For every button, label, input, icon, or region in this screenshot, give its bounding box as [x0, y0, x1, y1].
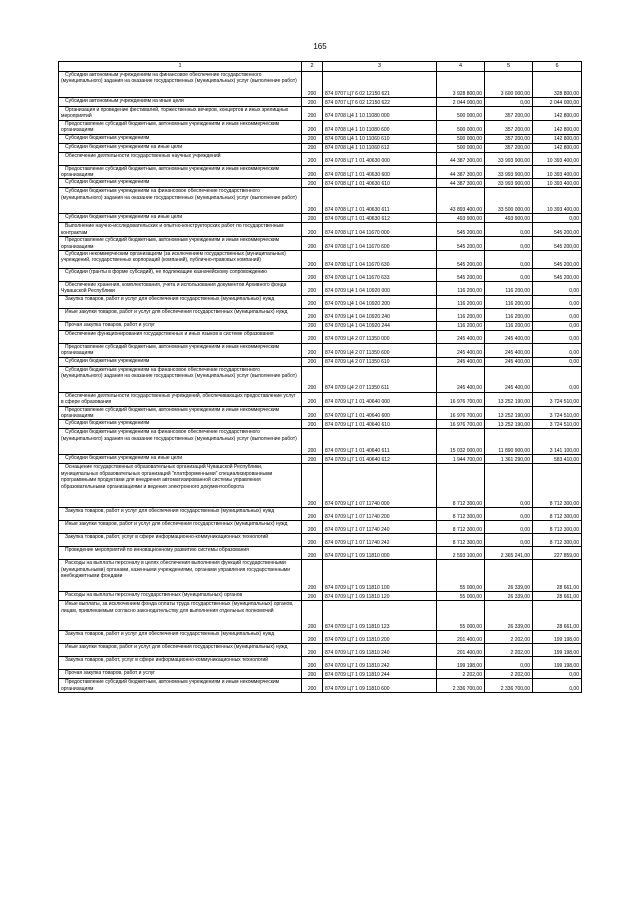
table-row	[59, 308, 582, 321]
ministry-code: 200	[302, 547, 323, 560]
table-row	[59, 165, 582, 179]
ministry-code: 200	[302, 679, 323, 693]
executed-amount: 26 339,00	[485, 592, 533, 601]
remaining-amount: 2 044 000,00	[533, 98, 582, 107]
remaining-amount: 0,00	[533, 330, 582, 343]
remaining-amount: 28 661,00	[533, 592, 582, 601]
budget-table	[58, 61, 582, 693]
remaining-amount: 0,00	[533, 343, 582, 357]
ministry-code: 200	[302, 670, 323, 679]
table-row	[59, 188, 582, 214]
remaining-amount: 3 724 510,00	[533, 392, 582, 406]
planned-amount: 8 712 300,00	[437, 508, 485, 521]
planned-amount: 116 200,00	[437, 308, 485, 321]
table-row	[59, 295, 582, 308]
table-row	[59, 366, 582, 392]
ministry-code: 200	[302, 560, 323, 592]
remaining-amount: 142 800,00	[533, 107, 582, 121]
table-row	[59, 357, 582, 366]
budget-classification-code: 874 0709 Ц7 1 01 40640 612	[323, 455, 437, 464]
remaining-amount: 8 712 300,00	[533, 464, 582, 508]
budget-classification-code: 874 0708 Ц7 1 01 40630 611	[323, 188, 437, 214]
executed-amount: 26 339,00	[485, 601, 533, 631]
planned-amount: 201 400,00	[437, 631, 485, 644]
executed-amount: 0,00	[485, 98, 533, 107]
table-row	[59, 98, 582, 107]
remaining-amount: 10 393 400,00	[533, 188, 582, 214]
remaining-amount: 199 198,00	[533, 631, 582, 644]
budget-classification-code: 874 0708 Ц7 1 04 11670 633	[323, 269, 437, 282]
remaining-amount: 142 800,00	[533, 134, 582, 143]
item-name: Предоставление субсидий бюджетным, автономным учреждениям и иным некоммерческим организациям	[59, 406, 302, 420]
remaining-amount: 0,00	[533, 295, 582, 308]
remaining-amount: 10 393 400,00	[533, 152, 582, 165]
ministry-code: 200	[302, 269, 323, 282]
budget-classification-code: 874 0708 Ц7 1 01 40630 000	[323, 152, 437, 165]
item-name: Субсидии бюджетным учреждениям на финансовое обеспечение государственного (муниципального) задания на оказание государственных (муниципальных) услуг (выполнение работ)	[59, 188, 302, 214]
item-name: Прочая закупка товаров, работ и услуг	[59, 321, 302, 330]
column-header-3: 3	[323, 62, 437, 72]
item-name: Прочая закупка товаров, работ и услуг	[59, 670, 302, 679]
item-name: Обеспечение хранения, комплектования, учета и использования документов Архивного фонда Чувашской Республики	[59, 282, 302, 296]
ministry-code: 200	[302, 251, 323, 269]
planned-amount: 500 000,00	[437, 143, 485, 152]
remaining-amount: 28 661,00	[533, 601, 582, 631]
table-row	[59, 534, 582, 547]
executed-amount: 0,00	[485, 223, 533, 237]
table-row	[59, 560, 582, 592]
ministry-code: 200	[302, 357, 323, 366]
ministry-code: 200	[302, 223, 323, 237]
remaining-amount: 545 200,00	[533, 251, 582, 269]
executed-amount: 2 336 700,00	[485, 679, 533, 693]
ministry-code: 200	[302, 179, 323, 188]
planned-amount: 545 200,00	[437, 251, 485, 269]
table-header-row	[59, 62, 582, 72]
ministry-code: 200	[302, 657, 323, 670]
planned-amount: 245 400,00	[437, 366, 485, 392]
budget-classification-code: 874 0709 Ц7 1 09 11810 600	[323, 679, 437, 693]
planned-amount: 245 400,00	[437, 330, 485, 343]
item-name: Субсидии бюджетным учреждениям	[59, 420, 302, 429]
item-name: Предоставление субсидий бюджетным, автономным учреждениям и иным некоммерческим организациям	[59, 343, 302, 357]
budget-classification-code: 874 0709 Ц7 1 01 40640 000	[323, 392, 437, 406]
executed-amount: 0,00	[485, 269, 533, 282]
planned-amount: 8 712 300,00	[437, 521, 485, 534]
budget-classification-code: 874 0709 Ц7 1 01 40640 611	[323, 429, 437, 455]
executed-amount: 0,00	[485, 237, 533, 251]
remaining-amount: 10 393 400,00	[533, 165, 582, 179]
executed-amount: 13 252 190,00	[485, 406, 533, 420]
item-name: Закупка товаров, работ и услуг для обеспечения государственных (муниципальных) нужд	[59, 508, 302, 521]
planned-amount: 16 976 700,00	[437, 392, 485, 406]
budget-classification-code: 874 0709 Ц4 2 07 11350 000	[323, 330, 437, 343]
table-row	[59, 547, 582, 560]
table-row	[59, 330, 582, 343]
item-name: Иные закупки товаров, работ и услуг для обеспечения государственных (муниципальных) нужд	[59, 521, 302, 534]
executed-amount: 13 252 190,00	[485, 420, 533, 429]
table-row	[59, 120, 582, 134]
budget-classification-code: 874 0708 Ц4 1 10 11080 600	[323, 120, 437, 134]
item-name: Закупка товаров, работ, услуг в сфере информационно-коммуникационных технологий	[59, 534, 302, 547]
budget-classification-code: 874 0708 Ц7 1 01 40630 610	[323, 179, 437, 188]
column-header-6: 6	[533, 62, 582, 72]
table-row	[59, 455, 582, 464]
remaining-amount: 0,00	[533, 670, 582, 679]
planned-amount: 8 712 300,00	[437, 464, 485, 508]
item-name: Субсидии бюджетным учреждениям	[59, 357, 302, 366]
remaining-amount: 8 712 300,00	[533, 521, 582, 534]
item-name: Субсидии бюджетным учреждениям	[59, 179, 302, 188]
budget-classification-code: 874 0707 Ц7 6 02 12150 621	[323, 72, 437, 98]
table-row	[59, 644, 582, 657]
remaining-amount: 3 724 510,00	[533, 420, 582, 429]
executed-amount: 2 202,00	[485, 644, 533, 657]
table-row	[59, 179, 582, 188]
ministry-code: 200	[302, 330, 323, 343]
budget-classification-code: 874 0708 Ц4 1 10 11080 000	[323, 107, 437, 121]
remaining-amount: 0,00	[533, 679, 582, 693]
planned-amount: 16 976 700,00	[437, 406, 485, 420]
budget-classification-code: 874 0709 Ц4 2 07 11350 610	[323, 357, 437, 366]
budget-classification-code: 874 0708 Ц7 1 01 40630 600	[323, 165, 437, 179]
remaining-amount: 199 198,00	[533, 644, 582, 657]
executed-amount: 3 600 000,00	[485, 72, 533, 98]
item-name: Обеспечение деятельности государственных научных учреждений	[59, 152, 302, 165]
budget-classification-code: 874 0708 Ц7 1 04 11670 600	[323, 237, 437, 251]
executed-amount: 357 200,00	[485, 107, 533, 121]
item-name: Субсидии автономным учреждениям на иные цели	[59, 98, 302, 107]
executed-amount: 33 500 000,00	[485, 188, 533, 214]
ministry-code: 200	[302, 321, 323, 330]
executed-amount: 2 202,00	[485, 631, 533, 644]
remaining-amount: 10 393 400,00	[533, 179, 582, 188]
ministry-code: 200	[302, 143, 323, 152]
planned-amount: 2 336 700,00	[437, 679, 485, 693]
item-name: Субсидии бюджетным учреждениям на иные цели	[59, 455, 302, 464]
budget-classification-code: 874 0709 Ц7 1 09 11810 200	[323, 631, 437, 644]
remaining-amount: 3 724 510,00	[533, 406, 582, 420]
executed-amount: 33 993 900,00	[485, 152, 533, 165]
ministry-code: 200	[302, 98, 323, 107]
column-header-5: 5	[485, 62, 533, 72]
table-row	[59, 223, 582, 237]
table-row	[59, 420, 582, 429]
budget-classification-code: 874 0709 Ц7 1 07 11740 242	[323, 534, 437, 547]
table-row	[59, 152, 582, 165]
item-name: Предоставление субсидий бюджетным, автономным учреждениям и иным некоммерческим организациям	[59, 237, 302, 251]
ministry-code: 200	[302, 107, 323, 121]
executed-amount: 0,00	[485, 657, 533, 670]
budget-classification-code: 874 0709 Ц4 2 07 11350 600	[323, 343, 437, 357]
budget-classification-code: 874 0709 Ц7 1 09 11810 123	[323, 601, 437, 631]
ministry-code: 200	[302, 308, 323, 321]
item-name: Обеспечение функционирования государственных и иных языков в системе образования	[59, 330, 302, 343]
ministry-code: 200	[302, 343, 323, 357]
budget-classification-code: 874 0709 Ц4 1 04 10920 240	[323, 308, 437, 321]
table-row	[59, 521, 582, 534]
executed-amount: 13 252 190,00	[485, 392, 533, 406]
planned-amount: 1 944 700,00	[437, 455, 485, 464]
planned-amount: 493 900,00	[437, 214, 485, 223]
executed-amount: 33 993 900,00	[485, 165, 533, 179]
budget-classification-code: 874 0709 Ц7 1 01 40640 610	[323, 420, 437, 429]
ministry-code: 200	[302, 72, 323, 98]
budget-classification-code: 874 0708 Ц7 1 04 11670 000	[323, 223, 437, 237]
remaining-amount: 545 200,00	[533, 223, 582, 237]
remaining-amount: 142 800,00	[533, 143, 582, 152]
remaining-amount: 8 712 300,00	[533, 508, 582, 521]
item-name: Проведение мероприятий по инновационному развитию системы образования	[59, 547, 302, 560]
planned-amount: 116 200,00	[437, 321, 485, 330]
table-row	[59, 72, 582, 98]
ministry-code: 200	[302, 188, 323, 214]
remaining-amount: 0,00	[533, 308, 582, 321]
table-row	[59, 251, 582, 269]
item-name: Закупка товаров, работ, услуг в сфере информационно-коммуникационных технологий	[59, 657, 302, 670]
table-row	[59, 392, 582, 406]
remaining-amount: 0,00	[533, 366, 582, 392]
executed-amount: 245 400,00	[485, 330, 533, 343]
item-name: Предоставление субсидий бюджетным, автономным учреждениям и иным некоммерческим организациям	[59, 679, 302, 693]
executed-amount: 26 339,00	[485, 560, 533, 592]
item-name: Предоставление субсидий бюджетным, автономным учреждениям и иным некоммерческим организациям	[59, 120, 302, 134]
item-name: Субсидии автономным учреждениям на финансовое обеспечение государственного (муниципального) задания на оказание государственных (муниципальных) услуг (выполнение работ)	[59, 72, 302, 98]
item-name: Обеспечение деятельности государственных учреждений, обеспечивающих предоставление услуг в сфере образования	[59, 392, 302, 406]
executed-amount: 245 400,00	[485, 366, 533, 392]
budget-classification-code: 874 0709 Ц7 1 09 11810 000	[323, 547, 437, 560]
planned-amount: 55 000,00	[437, 560, 485, 592]
remaining-amount: 545 200,00	[533, 269, 582, 282]
planned-amount: 55 000,00	[437, 592, 485, 601]
budget-classification-code: 874 0709 Ц4 2 07 11350 611	[323, 366, 437, 392]
budget-classification-code: 874 0709 Ц7 1 09 11810 100	[323, 560, 437, 592]
ministry-code: 200	[302, 601, 323, 631]
ministry-code: 200	[302, 521, 323, 534]
executed-amount: 0,00	[485, 521, 533, 534]
table-row	[59, 464, 582, 508]
budget-classification-code: 874 0709 Ц7 1 09 11810 120	[323, 592, 437, 601]
planned-amount: 44 387 300,00	[437, 179, 485, 188]
ministry-code: 200	[302, 165, 323, 179]
budget-classification-code: 874 0708 Ц7 1 01 40630 612	[323, 214, 437, 223]
planned-amount: 2 202,00	[437, 670, 485, 679]
budget-classification-code: 874 0709 Ц7 1 07 11740 200	[323, 508, 437, 521]
planned-amount: 500 000,00	[437, 107, 485, 121]
remaining-amount: 0,00	[533, 357, 582, 366]
planned-amount: 3 928 800,00	[437, 72, 485, 98]
ministry-code: 200	[302, 366, 323, 392]
remaining-amount: 142 800,00	[533, 120, 582, 134]
planned-amount: 116 200,00	[437, 295, 485, 308]
ministry-code: 200	[302, 592, 323, 601]
table-row	[59, 592, 582, 601]
budget-classification-code: 874 0709 Ц7 1 09 11810 244	[323, 670, 437, 679]
ministry-code: 200	[302, 455, 323, 464]
executed-amount: 116 200,00	[485, 282, 533, 296]
budget-classification-code: 874 0708 Ц7 1 04 11670 630	[323, 251, 437, 269]
ministry-code: 200	[302, 464, 323, 508]
column-header-1: 1	[59, 62, 302, 72]
table-row	[59, 631, 582, 644]
executed-amount: 0,00	[485, 534, 533, 547]
remaining-amount: 583 410,00	[533, 455, 582, 464]
item-name: Закупка товаров, работ и услуг для обеспечения государственных (муниципальных) нужд	[59, 295, 302, 308]
item-name: Субсидии некоммерческим организациям (за исключением государственных (муниципальных) учреждений, государственных корпораций (компаний), публично-правовых компаний)	[59, 251, 302, 269]
table-row	[59, 429, 582, 455]
budget-classification-code: 874 0707 Ц7 6 02 12150 622	[323, 98, 437, 107]
budget-classification-code: 874 0709 Ц7 1 09 11810 242	[323, 657, 437, 670]
ministry-code: 200	[302, 237, 323, 251]
item-name: Субсидии бюджетным учреждениям на финансовое обеспечение государственного (муниципального) задания на оказание государственных (муниципальных) услуг (выполнение работ)	[59, 429, 302, 455]
remaining-amount: 28 661,00	[533, 560, 582, 592]
planned-amount: 15 032 000,00	[437, 429, 485, 455]
planned-amount: 500 000,00	[437, 120, 485, 134]
item-name: Субсидии бюджетным учреждениям на иные цели	[59, 143, 302, 152]
ministry-code: 200	[302, 152, 323, 165]
remaining-amount: 545 200,00	[533, 237, 582, 251]
planned-amount: 545 200,00	[437, 223, 485, 237]
table-row	[59, 143, 582, 152]
item-name: Субсидии бюджетным учреждениям на финансовое обеспечение государственного (муниципального) задания на оказание государственных (муниципальных) услуг (выполнение работ)	[59, 366, 302, 392]
planned-amount: 44 387 300,00	[437, 152, 485, 165]
item-name: Иные закупки товаров, работ и услуг для обеспечения государственных (муниципальных) нужд	[59, 308, 302, 321]
item-name: Расходы на выплаты персоналу государственных (муниципальных) органов	[59, 592, 302, 601]
planned-amount: 116 200,00	[437, 282, 485, 296]
remaining-amount: 0,00	[533, 321, 582, 330]
table-row	[59, 679, 582, 693]
item-name: Иные выплаты, за исключением фонда оплаты труда государственных (муниципальных) органов, лицам, привлекаемым согласно законодательству для выполнения отдельных полномочий	[59, 601, 302, 631]
table-row	[59, 107, 582, 121]
table-row	[59, 657, 582, 670]
item-name: Оснащение государственных образовательных организаций Чувашской Республики, муниципальных образовательных организаций "платформенными" специализированными программными продуктами для внедрения автоматизированной системы управления образовательными организациями и ведения электронного документооборота	[59, 464, 302, 508]
executed-amount: 245 400,00	[485, 343, 533, 357]
executed-amount: 2 365 241,00	[485, 547, 533, 560]
planned-amount: 2 593 100,00	[437, 547, 485, 560]
executed-amount: 1 361 290,00	[485, 455, 533, 464]
ministry-code: 200	[302, 508, 323, 521]
planned-amount: 55 000,00	[437, 601, 485, 631]
table-row	[59, 406, 582, 420]
table-row	[59, 601, 582, 631]
remaining-amount: 199 198,00	[533, 657, 582, 670]
planned-amount: 2 044 000,00	[437, 98, 485, 107]
planned-amount: 201 400,00	[437, 644, 485, 657]
budget-classification-code: 874 0709 Ц7 1 09 11810 240	[323, 644, 437, 657]
table-row	[59, 237, 582, 251]
ministry-code: 200	[302, 120, 323, 134]
budget-classification-code: 874 0709 Ц7 1 07 11740 000	[323, 464, 437, 508]
executed-amount: 493 900,00	[485, 214, 533, 223]
table-row	[59, 214, 582, 223]
executed-amount: 245 400,00	[485, 357, 533, 366]
planned-amount: 545 200,00	[437, 269, 485, 282]
executed-amount: 0,00	[485, 464, 533, 508]
budget-classification-code: 874 0709 Ц7 1 07 11740 240	[323, 521, 437, 534]
planned-amount: 16 976 700,00	[437, 420, 485, 429]
page-number: 165	[313, 42, 327, 51]
budget-classification-code: 874 0709 Ц4 1 04 10920 200	[323, 295, 437, 308]
planned-amount: 245 400,00	[437, 343, 485, 357]
item-name: Субсидии бюджетным учреждениям	[59, 134, 302, 143]
remaining-amount: 0,00	[533, 214, 582, 223]
column-header-4: 4	[437, 62, 485, 72]
executed-amount: 357 200,00	[485, 143, 533, 152]
item-name: Расходы на выплаты персоналу в целях обеспечения выполнения функций государственными (муниципальными) органами, казенными учреждениями, органами управления государственными внебюджетными фондами	[59, 560, 302, 592]
ministry-code: 200	[302, 644, 323, 657]
table-row	[59, 343, 582, 357]
table-row	[59, 134, 582, 143]
budget-classification-code: 874 0708 Ц4 1 10 11060 610	[323, 134, 437, 143]
item-name: Выполнение научно-исследовательских и опытно-конструкторских работ по государственным контрактам	[59, 223, 302, 237]
executed-amount: 11 890 900,00	[485, 429, 533, 455]
ministry-code: 200	[302, 429, 323, 455]
item-name: Предоставление субсидий бюджетным, автономным учреждениям и иным некоммерческим организациям	[59, 165, 302, 179]
remaining-amount: 3 141 100,00	[533, 429, 582, 455]
budget-classification-code: 874 0709 Ц4 1 04 10920 000	[323, 282, 437, 296]
ministry-code: 200	[302, 631, 323, 644]
ministry-code: 200	[302, 420, 323, 429]
executed-amount: 357 200,00	[485, 120, 533, 134]
table-row	[59, 282, 582, 296]
table-row	[59, 269, 582, 282]
executed-amount: 357 200,00	[485, 134, 533, 143]
planned-amount: 43 893 400,00	[437, 188, 485, 214]
item-name: Закупка товаров, работ и услуг для обеспечения государственных (муниципальных) нужд	[59, 631, 302, 644]
executed-amount: 2 202,00	[485, 670, 533, 679]
ministry-code: 200	[302, 392, 323, 406]
planned-amount: 545 200,00	[437, 237, 485, 251]
budget-classification-code: 874 0709 Ц4 1 04 10920 244	[323, 321, 437, 330]
column-header-2: 2	[302, 62, 323, 72]
ministry-code: 200	[302, 534, 323, 547]
planned-amount: 245 400,00	[437, 357, 485, 366]
planned-amount: 199 198,00	[437, 657, 485, 670]
table-row	[59, 508, 582, 521]
executed-amount: 116 200,00	[485, 308, 533, 321]
executed-amount: 116 200,00	[485, 295, 533, 308]
executed-amount: 116 200,00	[485, 321, 533, 330]
item-name: Организация и проведение фестивалей, торжественных вечеров, концертов и иных зрелищных мероприятий	[59, 107, 302, 121]
item-name: Субсидии бюджетным учреждениям на иные цели	[59, 214, 302, 223]
table-row	[59, 670, 582, 679]
remaining-amount: 0,00	[533, 282, 582, 296]
item-name: Иные закупки товаров, работ и услуг для обеспечения государственных (муниципальных) нужд	[59, 644, 302, 657]
planned-amount: 500 000,00	[437, 134, 485, 143]
executed-amount: 33 993 900,00	[485, 179, 533, 188]
ministry-code: 200	[302, 282, 323, 296]
ministry-code: 200	[302, 134, 323, 143]
planned-amount: 8 712 300,00	[437, 534, 485, 547]
ministry-code: 200	[302, 214, 323, 223]
executed-amount: 0,00	[485, 251, 533, 269]
remaining-amount: 328 800,00	[533, 72, 582, 98]
ministry-code: 200	[302, 295, 323, 308]
budget-classification-code: 874 0709 Ц7 1 01 40640 600	[323, 406, 437, 420]
table-row	[59, 321, 582, 330]
executed-amount: 0,00	[485, 508, 533, 521]
remaining-amount: 8 712 300,00	[533, 534, 582, 547]
item-name: Субсидии (гранты в форме субсидий), не подлежащие казначейскому сопровождению	[59, 269, 302, 282]
remaining-amount: 227 859,00	[533, 547, 582, 560]
budget-classification-code: 874 0708 Ц4 1 10 11060 612	[323, 143, 437, 152]
planned-amount: 44 387 300,00	[437, 165, 485, 179]
ministry-code: 200	[302, 406, 323, 420]
